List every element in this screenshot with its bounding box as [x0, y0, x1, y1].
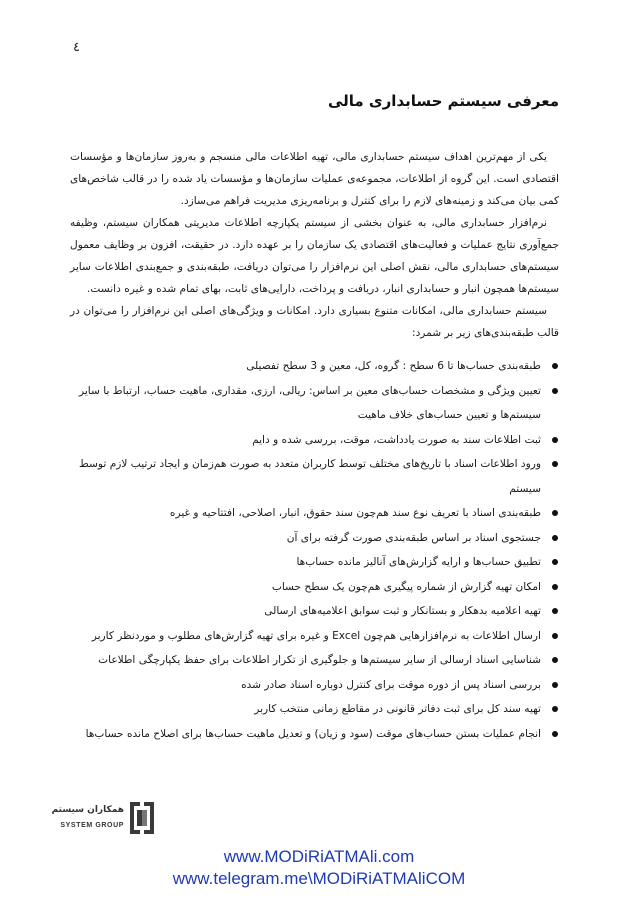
paragraph-software: نرم‌افزار حسابداری مالی، به عنوان بخشی از سیستم یکپارچه اطلاعات مدیریتی همکاران سیستم، وظیفه جمع‌آوری نتایج عملیات و فعالیت‌های اقتصادی یک سازمان را بر عهده دارد. در حقیقت، افزون بر وظایف معمول سیستم‌های حسابداری مالی، نقش اصلی این نرم‌افزار را می‌توان دریافت، طبقه‌بندی و جمع‌بندی اطلاعات سایر سیستم‌ها همچون انبار و حسابداری انبار، دریافت و پرداخت، دارایی‌های ثابت، بهای تمام شده و غیره دانست. — [70, 217, 559, 295]
bullet-icon — [552, 608, 558, 614]
list-item-text: ورود اطلاعات اسناد با تاریخ‌های مختلف توسط کاربران متعدد به صورت هم‌زمان و ایجاد ترتیب لازم توسط سیستم — [78, 458, 541, 495]
logo-name: همکاران سیستم — [51, 805, 124, 815]
list-item-text: تهیه سند کل برای ثبت دفاتر قانونی در مقاطع زمانی منتخب کاربر — [254, 703, 541, 715]
list-item-text: بررسی اسناد پس از دوره موقت برای کنترل دوباره اسناد صادر شده — [241, 678, 541, 691]
list-item — [70, 624, 541, 649]
bullet-icon — [552, 388, 558, 394]
website-link[interactable]: www.MODiRiATMAli.com — [223, 847, 415, 866]
bullet-icon — [552, 559, 558, 565]
footer-links — [0, 846, 638, 890]
telegram-link[interactable]: www.telegram.me\MODiRiATMAliCOM — [172, 869, 466, 888]
company-logo — [28, 800, 158, 842]
bullet-icon — [552, 584, 558, 590]
bullet-icon — [552, 633, 558, 639]
list-item — [70, 722, 541, 747]
list-item-text: جستجوی اسناد بر اساس طبقه‌بندی صورت گرفته برای آن — [286, 531, 541, 544]
feature-list — [70, 354, 559, 746]
list-item-text: شناسایی اسناد ارسالی از سایر سیستم‌ها و جلوگیری از تکرار اطلاعات برای حفظ یکپارچگی اطلاعات — [98, 654, 541, 666]
list-item-text: تهیه اعلامیه بدهکار و بستانکار و ثبت سوابق اعلامیه‌های ارسالی — [264, 605, 541, 617]
bullet-icon — [552, 363, 558, 369]
list-item — [70, 526, 541, 551]
list-item — [70, 379, 541, 428]
bullet-icon — [552, 437, 558, 443]
list-item-text: طبقه‌بندی اسناد با تعریف نوع سند هم‌چون سند حقوق، انبار، اصلاحی، افتتاحیه و غیره — [169, 507, 541, 519]
bullet-icon — [552, 510, 558, 516]
paragraph-intro: یکی از مهم‌ترین اهداف سیستم حسابداری مالی، تهیه اطلاعات مالی منسجم و به‌روز سازمان‌ها و مؤسسات اقتصادی است. این گروه از اطلاعات، مجموعه‌ی عملیات سازمان‌ها و مؤسسات یاد شده را در قالب شاخص‌های کمی بیان می‌کند و زمینه‌های لازم را برای کنترل و برنامه‌ریزی مدیریت فراهم می‌سازد. — [70, 151, 559, 207]
bullet-icon — [552, 706, 558, 712]
bullet-icon — [552, 731, 558, 737]
list-item — [70, 550, 541, 575]
logo-subtitle: SYSTEM GROUP — [60, 822, 124, 829]
paragraph-features: سیستم حسابداری مالی، امکانات متنوع بسیاری دارد. امکانات و ویژگی‌های اصلی این نرم‌افزار را می‌توان در قالب طبقه‌بندی‌های زیر بر شمرد: — [70, 305, 559, 339]
logo-mark-icon — [128, 800, 156, 836]
list-item-text: تطبیق حساب‌ها و ارایه گزارش‌های آنالیز مانده حساب‌ها — [296, 556, 541, 568]
list-item-text: ارسال اطلاعات به نرم‌افزارهایی هم‌چون Excel و غیره برای تهیه گزارش‌های مطلوب و موردنظر کاربر — [91, 629, 541, 642]
list-item — [70, 599, 541, 624]
list-item — [70, 354, 541, 379]
list-item-text: طبقه‌بندی حساب‌ها تا 6 سطح : گروه، کل، معین و 3 سطح تفصیلی — [246, 360, 541, 372]
document-body — [70, 146, 559, 746]
list-item — [70, 648, 541, 673]
list-item — [70, 575, 541, 600]
list-item-text: ثبت اطلاعات سند به صورت یادداشت، موقت، بررسی شده و دایم — [252, 433, 541, 446]
list-item-text: امکان تهیه گزارش از شماره پیگیری هم‌چون یک سطح حساب — [271, 580, 541, 593]
page-title: معرفی سیستم حسابداری مالی — [327, 92, 559, 110]
list-item — [70, 673, 541, 698]
bullet-icon — [552, 535, 558, 541]
bullet-icon — [552, 657, 558, 663]
list-item — [70, 452, 541, 501]
bullet-icon — [552, 682, 558, 688]
list-item-text: انجام عملیات بستن حساب‌های موقت (سود و زیان) و تعدیل ماهیت حساب‌ها برای اصلاح مانده حساب‌ها — [85, 727, 541, 740]
page-number: ٤ — [73, 40, 80, 55]
list-item-text: تعیین ویژگی و مشخصات حساب‌های معین بر اساس: ریالی، ارزی، مقداری، ماهیت حساب، ارتباط با سایر سیستم‌ها و تعیین حساب‌های خلاف ماهیت — [78, 384, 541, 421]
list-item — [70, 501, 541, 526]
list-item — [70, 428, 541, 453]
list-item — [70, 697, 541, 722]
bullet-icon — [552, 461, 558, 467]
